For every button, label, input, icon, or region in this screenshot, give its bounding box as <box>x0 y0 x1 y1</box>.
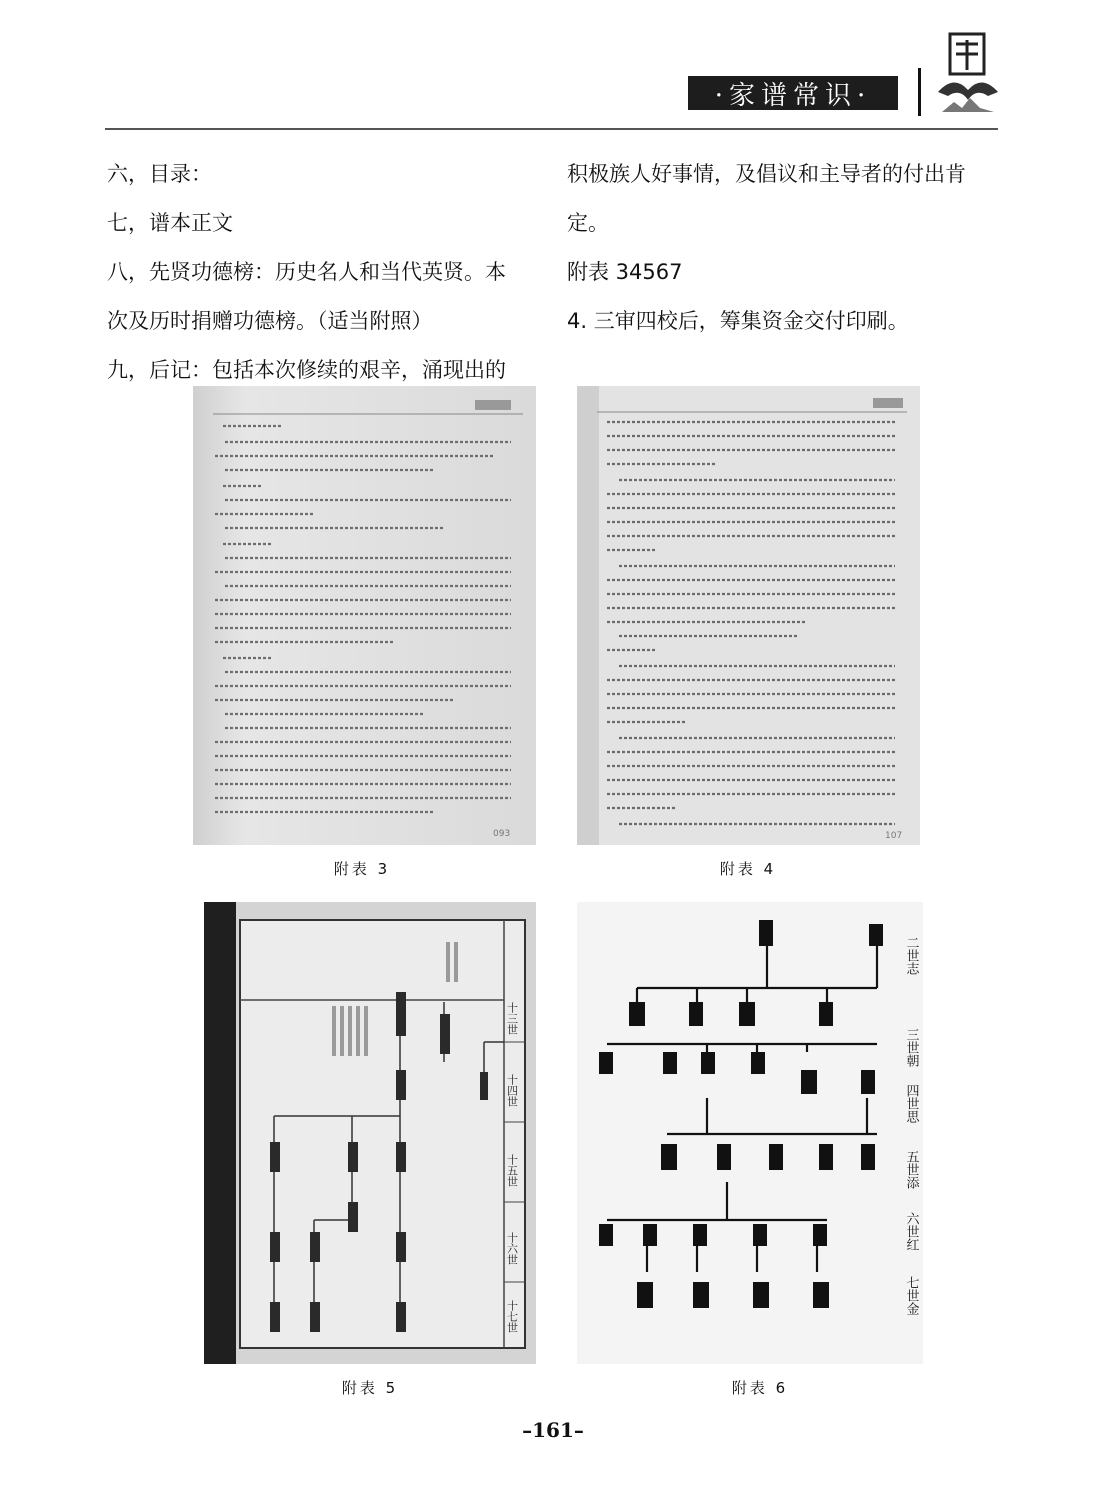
page-number: –161– <box>522 1418 584 1442</box>
generation-label: 四世思 <box>903 1084 919 1123</box>
generation-label: 十七世 <box>505 1300 519 1333</box>
body-line: 积极族人好事情，及倡议和主导者的付出肯 <box>567 162 966 186</box>
generation-label: 六世红 <box>903 1212 919 1251</box>
appendix-3-caption: 附表 3 <box>333 860 391 878</box>
logo-emblem <box>936 30 1000 120</box>
generation-label: 十六世 <box>505 1232 519 1265</box>
appendix-5-photo <box>204 902 536 1364</box>
photo-page-number: 093 <box>493 829 511 839</box>
appendix-6-caption: 附表 6 <box>731 1379 789 1397</box>
header-rule <box>105 128 998 130</box>
generation-label: 七世金 <box>903 1276 919 1315</box>
appendix-3-photo <box>193 386 536 845</box>
body-column-right <box>567 150 997 346</box>
body-line: 4. 三审四校后，筹集资金交付印刷。 <box>567 309 909 333</box>
body-line: 九，后记：包括本次修续的艰辛，涌现出的 <box>107 358 506 382</box>
appendix-4-photo <box>577 386 920 845</box>
generation-label: 十四世 <box>505 1074 519 1107</box>
generation-label: 十五世 <box>505 1154 519 1187</box>
header-divider <box>918 68 921 116</box>
appendix-6-photo <box>577 902 923 1364</box>
generation-label: 五世添 <box>903 1150 919 1189</box>
section-title: ·家谱常识· <box>688 76 898 110</box>
appendix-5-caption: 附表 5 <box>341 1379 399 1397</box>
generation-label: 三世朝 <box>903 1028 919 1067</box>
generation-label: 十三世 <box>505 1002 519 1035</box>
body-line: 七，谱本正文 <box>107 211 233 235</box>
body-line: 定。 <box>567 211 609 235</box>
body-line: 附表 34567 <box>567 260 683 284</box>
body-column-left <box>107 150 539 395</box>
body-line: 次及历时捐赠功德榜。（适当附照） <box>107 309 433 333</box>
generation-label: 二世志 <box>903 936 919 975</box>
body-line: 六，目录： <box>107 162 212 186</box>
photo-page-number: 107 <box>885 831 903 841</box>
appendix-4-caption: 附表 4 <box>719 860 777 878</box>
body-line: 八，先贤功德榜：历史名人和当代英贤。本 <box>107 260 506 284</box>
